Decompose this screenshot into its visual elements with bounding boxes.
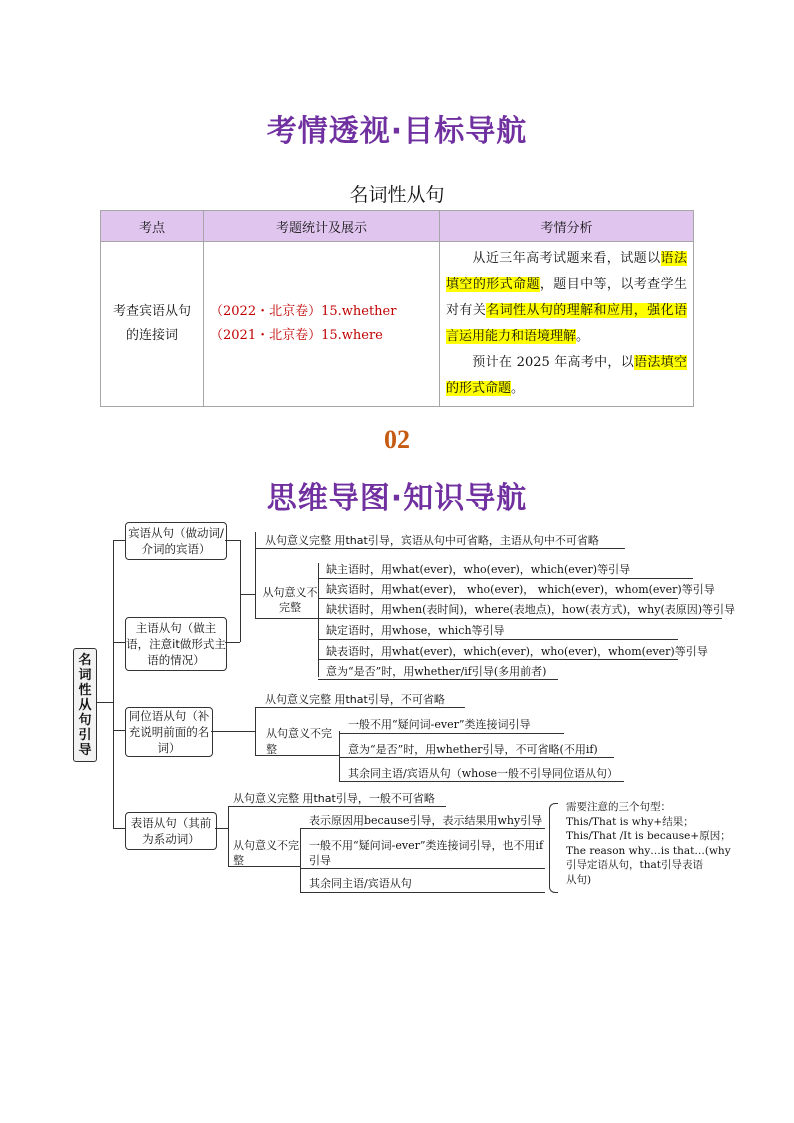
connector <box>339 757 614 758</box>
object-complete-text: 从句意义完整 用that引导，宾语从句中可省略，主语从句中不可省略 <box>265 534 599 547</box>
connector <box>225 540 240 541</box>
connector <box>318 639 678 640</box>
connector <box>318 578 693 579</box>
analysis-text: ，题目中等，以考查学生对有关 <box>446 277 687 318</box>
object-rule-item: 缺定语时，用whose，which等引导 <box>326 624 505 637</box>
connector <box>255 548 625 549</box>
topic-line-1: 考查宾语从句 <box>112 304 191 319</box>
connector <box>318 618 722 619</box>
connector <box>215 828 228 829</box>
root-char: 从 <box>78 698 92 713</box>
root-char: 性 <box>78 683 92 698</box>
root-node <box>73 648 97 762</box>
note-line: 从句) <box>566 873 592 886</box>
object-incomplete-text: 从句意义不完整 <box>262 586 318 614</box>
connector <box>211 731 255 732</box>
connector <box>113 642 125 643</box>
connector <box>339 731 340 781</box>
appositive-rule-item: 其余同主语/宾语从句（whose一般不引导同位语从句） <box>348 767 618 780</box>
connector <box>225 642 240 643</box>
connector <box>240 540 241 642</box>
connector <box>113 540 114 828</box>
object-rule-item: 缺表语时，用what(ever)，which(ever)，who(ever)，whom(ever)等引导 <box>326 645 708 658</box>
note-line: This/That /It is because+原因； <box>566 830 731 842</box>
connector <box>300 892 545 893</box>
note-line: This/That is why+结果； <box>566 815 694 828</box>
header-stats: 考题统计及展示 <box>204 211 440 242</box>
connector <box>228 806 446 807</box>
highlight-text: 名词性从句的理解和应用，强化语言运用能力和语境理解 <box>446 303 687 344</box>
section-number: 02 <box>384 425 410 454</box>
topic-cell <box>101 242 204 407</box>
connector <box>228 806 229 866</box>
root-char: 名 <box>78 653 92 668</box>
connector <box>339 781 624 782</box>
appositive-rule-item: 意为“是否”时，用whether引导，不可省略(不用if) <box>348 743 598 756</box>
connector <box>255 618 318 619</box>
predicative-complete-text: 从句意义完整 用that引导，一般不可省略 <box>233 792 435 805</box>
predicative-incomplete-text: 从句意义不完整 <box>233 839 299 867</box>
analysis-text: 。 <box>576 329 590 344</box>
object-rule-item: 缺状语时，用when(表时间)，where(表地点)，how(表方式)，why(表原因)等引导 <box>326 603 736 616</box>
appositive-rule-item: 一般不用“疑问词-ever”类连接词引导 <box>348 718 531 731</box>
object-rule-item: 缺主语时，用what(ever)，who(ever)，which(ever)等引导 <box>326 563 631 576</box>
object-rule-item: 缺宾语时，用what(ever)， who(ever)， which(ever)，whom(ever)等引导 <box>326 583 715 596</box>
connector <box>300 868 545 869</box>
note-line: 引导定语从句，that引导表语 <box>566 859 703 871</box>
note-bracket <box>549 803 558 893</box>
section-heading-1: 考情透视·目标导航 <box>266 114 528 149</box>
connector <box>318 679 558 680</box>
predicative-note <box>566 800 736 887</box>
note-line: 需要注意的三个句型： <box>566 801 671 813</box>
connector <box>113 540 125 541</box>
root-char: 句 <box>78 713 92 728</box>
connector <box>255 707 465 708</box>
stat-2022: （2022・北京卷）15.whether <box>210 304 397 319</box>
table-row <box>101 242 694 407</box>
connector <box>339 733 564 734</box>
predicative-rule-item: 一般不用“疑问词-ever”类连接词引导，也不用if引导 <box>309 839 544 867</box>
topic-line-2: 的连接词 <box>125 328 178 343</box>
root-char: 词 <box>78 668 92 683</box>
root-char: 导 <box>78 743 92 758</box>
highlight-text: 语法填空的形式命题 <box>446 251 687 292</box>
connector <box>300 828 545 829</box>
connector <box>318 659 678 660</box>
connector <box>113 828 125 829</box>
predicative-clause-node: 表语从句（其前为系动词） <box>125 812 217 850</box>
table-title: 名词性从句 <box>349 184 445 206</box>
stat-2021: （2021・北京卷）15.where <box>210 328 383 343</box>
appositive-clause-node: 同位语从句（补充说明前面的名词） <box>125 707 213 757</box>
analysis-cell <box>440 242 694 407</box>
connector <box>255 707 256 755</box>
connector <box>318 598 678 599</box>
header-analysis: 考情分析 <box>440 211 694 242</box>
root-char: 引 <box>78 728 92 743</box>
connector <box>255 532 256 618</box>
object-rule-item: 意为“是否”时，用whether/if引导(多用前者) <box>326 665 547 678</box>
section-heading-2: 思维导图·知识导航 <box>266 481 528 516</box>
connector <box>96 702 113 703</box>
connector <box>113 730 125 731</box>
object-clause-node: 宾语从句（做动词/介词的宾语） <box>125 522 227 560</box>
header-topic: 考点 <box>101 211 204 242</box>
exam-analysis-table <box>100 210 694 407</box>
subject-clause-node: 主语从句（做主语，注意it做形式主语的情况） <box>125 617 227 671</box>
predicative-rule-item: 表示原因用because引导，表示结果用why引导 <box>309 814 543 827</box>
connector <box>300 828 301 892</box>
analysis-text: 预计在 2025 年高考中，以 <box>472 355 635 370</box>
analysis-text: 从近三年高考试题来看，试题以 <box>472 251 661 266</box>
note-line: The reason why…is that…(why <box>566 844 731 857</box>
predicative-rule-item: 其余同主语/宾语从句 <box>309 877 412 890</box>
table-header-row <box>101 211 694 242</box>
highlight-text: 语法填空的形式命题 <box>446 355 687 396</box>
stats-cell <box>204 242 440 407</box>
appositive-incomplete-text: 从句意义不完整 <box>266 727 332 756</box>
appositive-complete-text: 从句意义完整 用that引导，不可省略 <box>265 693 445 706</box>
analysis-text: 。 <box>511 381 525 396</box>
connector <box>240 594 255 595</box>
